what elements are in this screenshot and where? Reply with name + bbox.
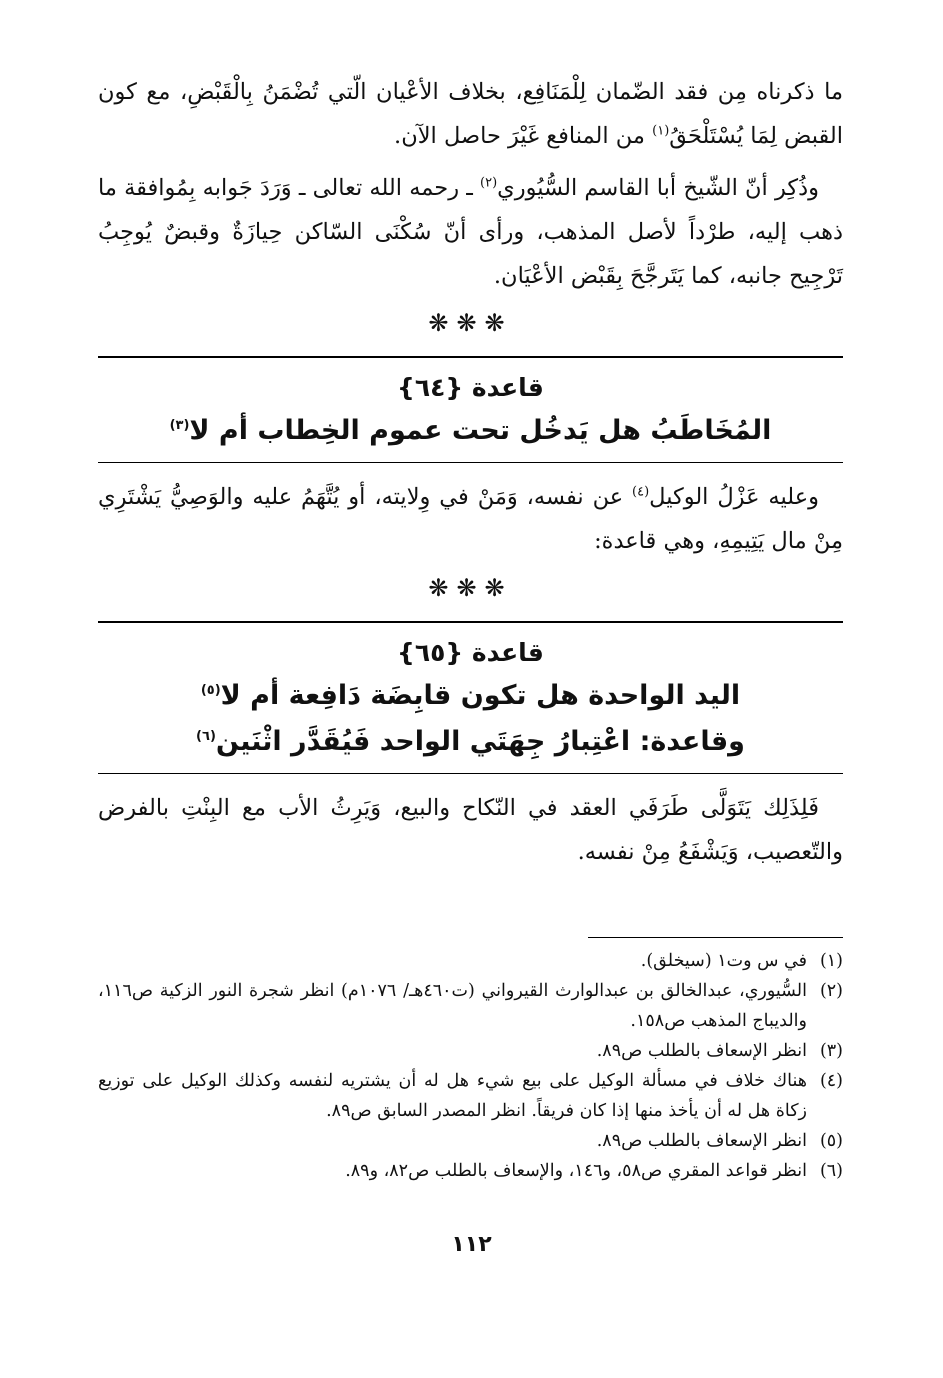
footnote-number: (٣) xyxy=(819,1041,843,1061)
rule-65-title-1 xyxy=(98,673,843,719)
footnote-number: (٥) xyxy=(819,1131,843,1151)
paragraph-text: عن نفسه، وَمَنْ في وِلايته، أو يُتَّهَمُ عليه والوَصِيُّ يَشْتَرِي مِنْ مال يَتِيمِهِ، وهي قاعدة: xyxy=(98,484,843,554)
rule-64-label: قاعدة {٦٤} xyxy=(397,373,544,402)
paragraph-text: من المنافع غَيْرَ حاصل الآن. xyxy=(394,123,653,149)
section-rule-top xyxy=(98,356,843,358)
footnote-text: في س وت١ (سيخلق). xyxy=(640,951,807,971)
section-rule-top xyxy=(98,621,843,623)
footnote-4 xyxy=(98,1066,843,1126)
body-paragraph-2 xyxy=(98,166,843,298)
footnote-ref[interactable]: (٢) xyxy=(480,175,498,191)
footnote-text: هناك خلاف في مسألة الوكيل على بيع شيء هل له أن يشتريه لنفسه وكذلك الوكيل على توزيع زكاة هل له أن يأخذ منها إذا كان فريقاً. انظر المصدر السابق ص٨٩. xyxy=(98,1071,807,1121)
paragraph-text: ما ذكرناه مِن فقد الضّمان لِلْمَنَافِع، بخلاف الأعْيان الّتي تُضْمَنُ بِالْقَبْضِ، مع كون القبض لِمَا يُسْتَلْحَقُ xyxy=(98,79,843,149)
footnote-5 xyxy=(98,1126,843,1156)
footnote-text: السُّيوري، عبدالخالق بن عبدالوارث القيرواني (ت٤٦٠هـ/ ١٠٧٦م) انظر شجرة النور الزكية ص١١٦، والديباج المذهب ص١٥٨. xyxy=(98,981,807,1031)
paragraph-text: وذُكِر أنّ الشّيخ أبا القاسم السُّيُوري xyxy=(497,175,819,201)
section-separator-stars: ❋❋❋ xyxy=(428,574,513,602)
page-number: ١١٢ xyxy=(451,1232,492,1257)
section-rule-bottom xyxy=(98,773,843,774)
rule-64-text xyxy=(98,475,843,563)
body-paragraph-1 xyxy=(98,70,843,158)
footnote-ref[interactable]: (٥) xyxy=(200,683,221,698)
footnote-number: (٢) xyxy=(819,981,843,1001)
footnote-2 xyxy=(98,976,843,1036)
footnote-ref[interactable]: (١) xyxy=(652,123,670,139)
footnotes xyxy=(98,937,843,1186)
rule-64-title xyxy=(98,408,843,454)
footnote-number: (٦) xyxy=(819,1161,843,1181)
footnote-6 xyxy=(98,1156,843,1186)
footnote-number: (٤) xyxy=(819,1071,843,1091)
footnote-ref[interactable]: (٤) xyxy=(632,484,650,500)
footnote-text: انظر الإسعاف بالطلب ص٨٩. xyxy=(596,1041,807,1061)
heading-text: المُخَاطَبُ هل يَدخُل تحت عموم الخِطاب أم لا xyxy=(189,415,772,446)
rule-65-text: فَلِذَلِك يَتَوَلَّى طَرَفَي العقد في النّكاح والبيع، وَيَرِثُ الأب مع البِنْتِ بالفرض والتّعصيب، وَيَشْفَعُ مِنْ نفسه. xyxy=(98,795,843,865)
footnote-ref[interactable]: (٣) xyxy=(169,418,190,433)
page-content xyxy=(98,70,843,874)
paragraph-text: وعليه عَزْلُ الوكيل xyxy=(649,484,819,510)
section-rule-bottom xyxy=(98,462,843,463)
rule-65-label: قاعدة {٦٥} xyxy=(397,638,544,667)
footnote-text: انظر قواعد المقري ص٥٨، و١٤٦، والإسعاف بالطلب ص٨٢، و٨٩. xyxy=(345,1161,807,1181)
footnote-text: انظر الإسعاف بالطلب ص٨٩. xyxy=(596,1131,807,1151)
rule-65-title-2 xyxy=(98,719,843,765)
footnote-3 xyxy=(98,1036,843,1066)
heading-text: اليد الواحدة هل تكون قابِضَة دَافِعة أم لا xyxy=(220,680,741,711)
footnote-1 xyxy=(98,946,843,976)
heading-text: وقاعدة: اعْتِبارُ جِهَتَي الواحد فَيُقَدَّر اثْنَين xyxy=(215,726,745,757)
section-separator-stars: ❋❋❋ xyxy=(428,309,513,337)
footnote-number: (١) xyxy=(819,951,843,971)
paragraph-text: ـ رحمه الله تعالى ـ وَرَدَ جَوابه بِمُوافقة ما ذهب إليه، طرْداً لأصل المذهب، ورأى أنّ سُكْنَى السّاكن حِيازَةٌ وقبضٌ يُوجِبُ تَرْجِيح جانبه، كما يَتَرجَّحَ بِقَبْض الأعْيَان. xyxy=(98,175,843,289)
footnote-rule xyxy=(588,937,843,938)
footnote-ref[interactable]: (٦) xyxy=(196,729,216,744)
